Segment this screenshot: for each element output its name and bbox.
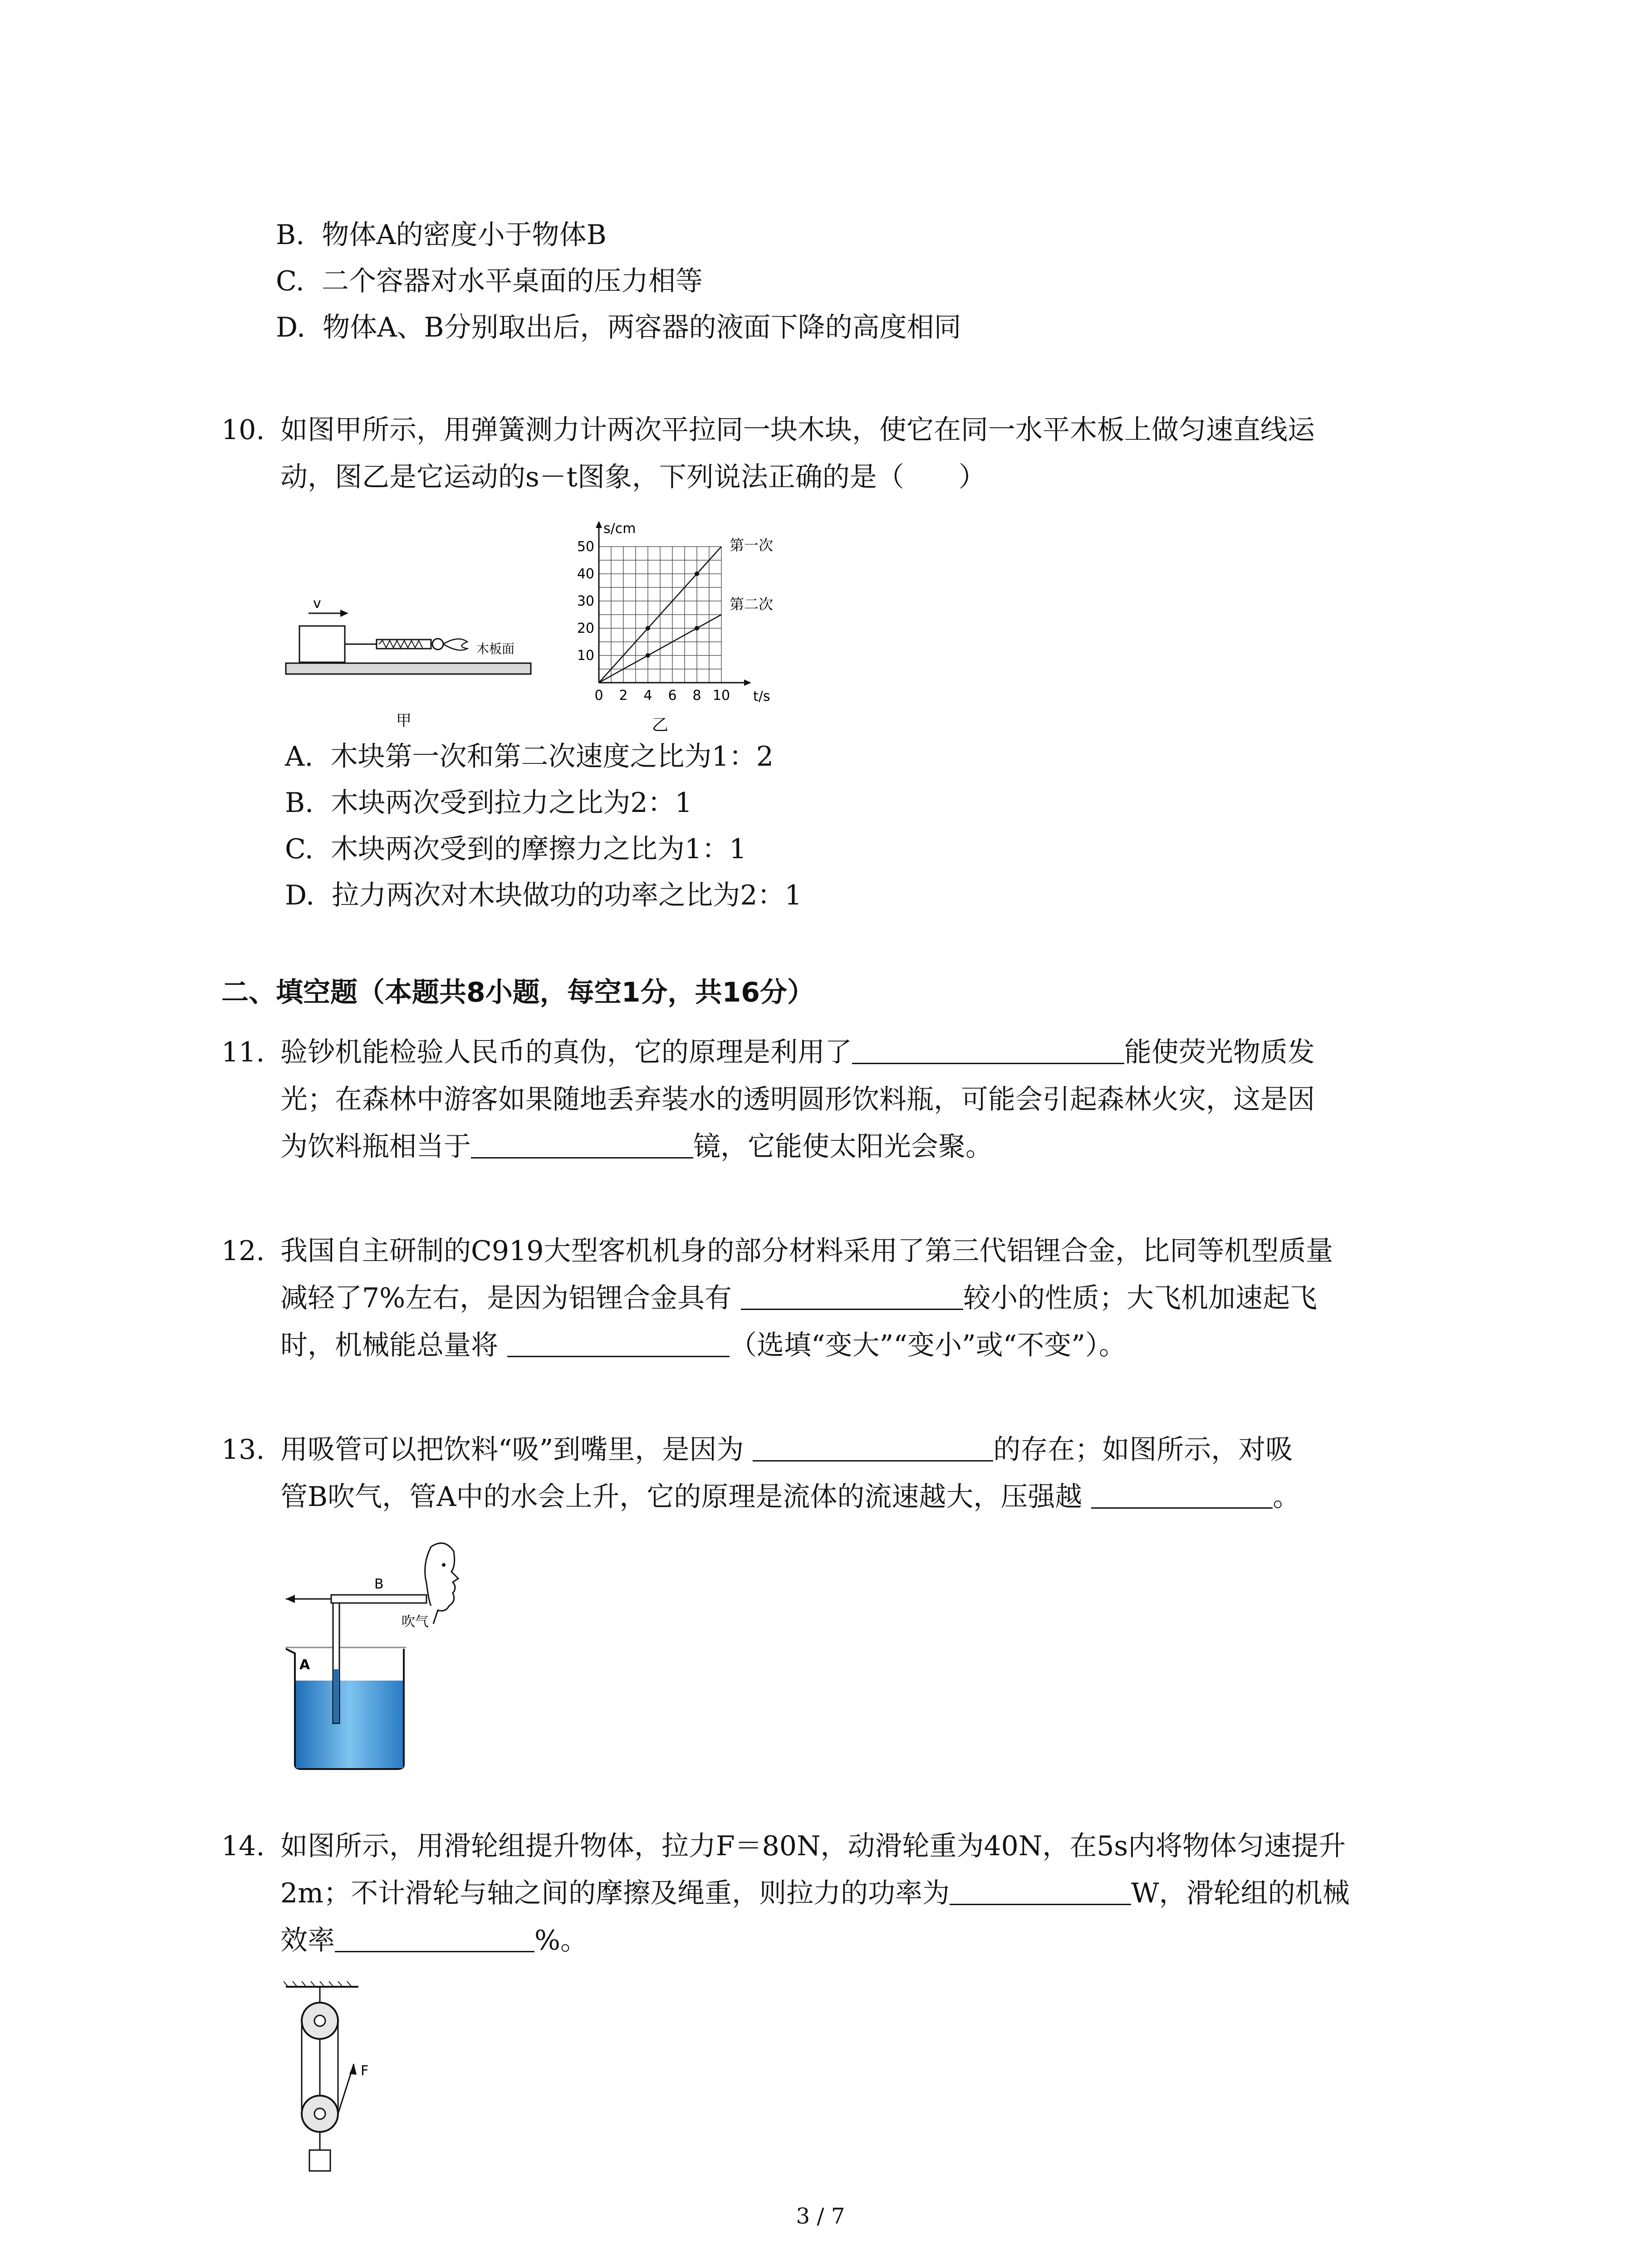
data-point: [646, 653, 650, 658]
q13-blank-2[interactable]: [1091, 1481, 1273, 1509]
q10-figure-jia: [281, 581, 535, 735]
x-tick-label: 2: [619, 688, 628, 704]
wood-block: [299, 626, 345, 662]
data-point: [695, 572, 699, 576]
q11-blank-1[interactable]: [852, 1036, 1124, 1064]
q14-blank-2[interactable]: [335, 1925, 534, 1952]
q14-line1: 如图所示，用滑轮组提升物体，拉力F＝80N，动滑轮重为40N，在5s内将物体匀速提升: [280, 1830, 1346, 1862]
x-axis-label: t/s: [753, 689, 770, 704]
q10-option-c: C. 木块两次受到的摩擦力之比为1：1: [285, 833, 747, 865]
weight-block: [309, 2150, 330, 2171]
q12-line1: 我国自主研制的C919大型客机机身的部分材料采用了第三代铝锂合金，比同等机型质量: [280, 1235, 1333, 1267]
y-tick-label: 30: [577, 593, 594, 609]
q12-line3: 时，机械能总量将 （选填“变大”“变小”或“不变”）。: [280, 1330, 1127, 1361]
q10-option-d: D. 拉力两次对木块做功的功率之比为2：1: [285, 880, 802, 911]
q10-stem-line2: 动，图乙是它运动的s－t图象，下列说法正确的是（ ）: [280, 461, 986, 493]
series-label: 第一次: [730, 537, 774, 554]
x-axis-arrow: [744, 679, 751, 686]
x-tick-label: 6: [668, 688, 677, 704]
velocity-label: v: [313, 596, 321, 611]
scale-hook: [432, 639, 443, 650]
q11-line2: 光；在森林中游客如果随地丢弃装水的透明圆形饮料瓶，可能会引起森林火灾，这是因: [280, 1084, 1315, 1115]
section-2-heading: 二、填空题（本题共8小题，每空1分，共16分）: [221, 977, 814, 1008]
q10-stem-line1: 如图甲所示，用弹簧测力计两次平拉同一块木块，使它在同一水平木板上做匀速直线运: [280, 414, 1315, 446]
y-tick-label: 50: [577, 539, 594, 555]
face-profile-icon: [431, 1543, 458, 1624]
q9-option-c: C. 二个容器对水平桌面的压力相等: [276, 265, 703, 297]
q12-blank-1[interactable]: [741, 1282, 963, 1310]
water: [296, 1681, 403, 1768]
q14-figure-pulley: [277, 1978, 395, 2177]
q14-line3: 效率 %。: [280, 1925, 588, 1956]
force-label: F: [361, 2063, 369, 2079]
figure-caption-jia: 甲: [396, 712, 411, 730]
blow-label: 吹气: [402, 1614, 429, 1630]
q11-number: 11.: [221, 1036, 265, 1068]
data-point: [646, 626, 650, 631]
q13-figure-straw: [277, 1533, 513, 1774]
x-tick-label: 0: [594, 688, 603, 704]
y-tick-label: 10: [577, 648, 594, 664]
page-number: 3 / 7: [796, 2204, 845, 2229]
y-tick-label: 20: [577, 621, 594, 636]
q9-option-b: B. 物体A的密度小于物体B: [276, 219, 607, 251]
q11-blank-2[interactable]: [471, 1131, 693, 1158]
figure-caption-yi: 乙: [652, 716, 669, 734]
q13-number: 13.: [221, 1434, 265, 1466]
q14-blank-1[interactable]: [950, 1877, 1131, 1905]
chart-series: [599, 537, 773, 683]
q9-option-d: D. 物体A、B分别取出后，两容器的液面下降的高度相同: [276, 312, 961, 343]
q10-option-b: B. 木块两次受到拉力之比为2：1: [285, 787, 692, 819]
q14-number: 14.: [221, 1830, 265, 1862]
x-tick-label: 10: [712, 688, 730, 704]
q14-line2: 2m；不计滑轮与轴之间的摩擦及绳重，则拉力的功率为 W，滑轮组的机械: [280, 1877, 1350, 1909]
label-b: B: [374, 1576, 384, 1592]
q12-number: 12.: [221, 1235, 265, 1267]
q12-blank-2[interactable]: [507, 1330, 730, 1357]
x-tick-label: 4: [643, 688, 652, 704]
board-label: 木板面: [476, 641, 515, 656]
label-a: A: [299, 1657, 310, 1673]
q11-line1: 验钞机能检验人民币的真伪，它的原理是利用了 能使荧光物质发: [280, 1036, 1315, 1068]
wooden-board: [286, 663, 531, 674]
q10-option-a: A. 木块第一次和第二次速度之比为1：2: [285, 741, 774, 772]
hand-icon: [443, 639, 467, 650]
q13-blank-1[interactable]: [753, 1434, 993, 1461]
data-point: [695, 626, 699, 631]
y-axis-arrow: [596, 521, 602, 528]
straw-b: [331, 1595, 426, 1603]
q13-line1: 用吸管可以把饮料“吸”到嘴里，是因为 的存在；如图所示，对吸: [280, 1434, 1293, 1466]
q10-number: 10.: [221, 414, 265, 446]
y-tick-label: 40: [577, 566, 594, 582]
q13-line2: 管B吹气，管A中的水会上升，它的原理是流体的流速越大，压强越 。: [280, 1481, 1300, 1513]
x-tick-label: 8: [692, 688, 701, 704]
series-label: 第二次: [730, 596, 774, 613]
y-axis-label: s/cm: [603, 521, 636, 537]
q12-line2: 减轻了7%左右，是因为铝锂合金具有 较小的性质；大飞机加速起飞: [280, 1282, 1318, 1314]
q11-line3: 为饮料瓶相当于 镜，它能使太阳光会聚。: [280, 1131, 993, 1163]
q10-figure-yi-chart: [563, 501, 844, 737]
